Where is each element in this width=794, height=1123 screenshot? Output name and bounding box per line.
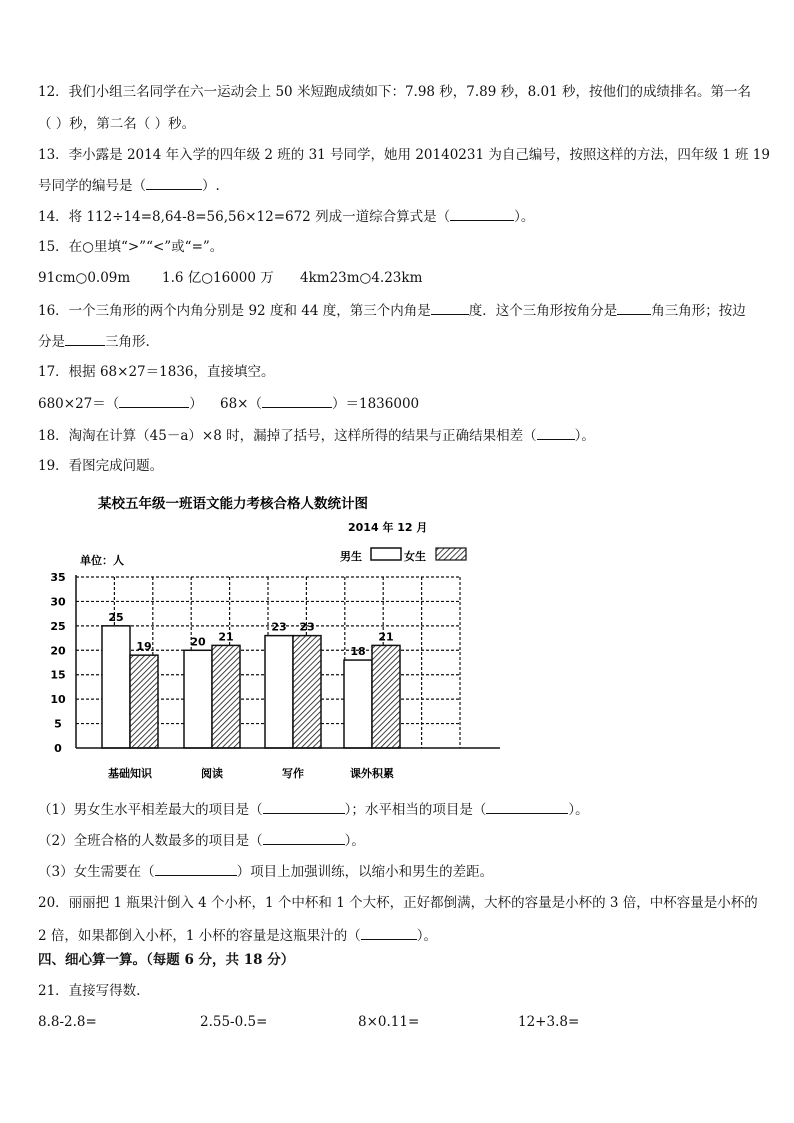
legend-label-boys: 男生	[340, 550, 362, 563]
q19-sub3-text-b: ）项目上加强训练，以缩小和男生的差距。	[236, 864, 494, 880]
q15-item-2: 1.6 亿○16000 万	[162, 270, 274, 286]
chart-subtitle: 2014 年 12 月	[348, 521, 428, 534]
bar-value-label: 21	[378, 630, 394, 644]
q17-blank-2[interactable]	[262, 395, 332, 408]
bar-value-label: 19	[136, 640, 152, 654]
q16-text-b: 度．这个三角形按角分是	[468, 303, 618, 319]
q20-prefix: 2 倍，如果都倒入小杯，1 小杯的容量是这瓶果汁的（	[38, 928, 361, 944]
bar-girls	[212, 645, 240, 748]
bar-girls	[293, 636, 321, 748]
x-tick-label: 写作	[282, 767, 304, 780]
q19-sub3	[38, 863, 760, 880]
q16-text-e: 三角形.	[105, 334, 150, 350]
q16-blank-angle-type[interactable]	[617, 302, 651, 315]
q19-sub1	[38, 801, 760, 818]
q17-item1-suffix: ）	[189, 396, 203, 412]
legend-label-girls: 女生	[404, 550, 426, 563]
q14-suffix: ）。	[514, 209, 535, 225]
q19-sub2-text-a: （2）全班合格的人数最多的项目是（	[38, 833, 263, 849]
q16-line1	[38, 302, 760, 319]
q14-answer-blank[interactable]	[450, 208, 514, 221]
q17-text: 17．根据 68×27＝1836，直接填空。	[38, 364, 275, 380]
q20-answer-blank[interactable]	[361, 927, 417, 940]
q19-sub2-blank[interactable]	[263, 832, 345, 845]
q19-chart	[38, 490, 538, 790]
chart-title: 某校五年级一班语文能力考核合格人数统计图	[98, 496, 368, 512]
q20-line1: 20．丽丽把 1 瓶果汁倒入 4 个小杯，1 个中杯和 1 个大杯，正好都倒满，大杯的容量是小杯的 3 倍，中杯容量是小杯的	[38, 895, 758, 911]
q14-line	[38, 208, 760, 225]
q16-text-c: 角三角形；按边	[651, 303, 746, 319]
q15-text: 15．在○里填“>”“<”或“=”。	[38, 239, 224, 255]
x-tick-label: 阅读	[201, 767, 223, 780]
bar-value-label: 23	[271, 620, 287, 634]
q20-line2	[38, 927, 760, 944]
q19-sub1-text-a: （1）男女生水平相差最大的项目是（	[38, 802, 263, 818]
q13-answer-blank[interactable]	[146, 177, 202, 190]
section4-heading: 四、细心算一算。（每题 6 分，共 18 分）	[38, 952, 295, 968]
y-tick-label: 5	[54, 717, 62, 731]
q20-suffix: ）。	[416, 928, 438, 944]
bar-value-label: 20	[190, 635, 206, 649]
bar-boys	[265, 636, 293, 748]
chart-legend	[340, 548, 466, 563]
q17-item1-prefix: 680×27＝（	[38, 396, 120, 412]
q17-item-1	[38, 395, 203, 412]
q17-blank-1[interactable]	[119, 395, 189, 408]
q21-text: 21．直接写得数.	[38, 983, 141, 999]
bar-boys	[184, 650, 212, 748]
bar-value-label: 21	[218, 630, 234, 644]
bar-boys	[102, 626, 130, 748]
q18-answer-blank[interactable]	[537, 427, 575, 440]
q18-line	[38, 427, 760, 444]
bar-girls	[130, 655, 158, 748]
q19-sub3-blank[interactable]	[155, 863, 237, 876]
q16-text-a: 16．一个三角形的两个内角分别是 92 度和 44 度，第三个内角是	[38, 303, 431, 319]
q13-line1: 13．李小露是 2014 年入学的四年级 2 班的 31 号同学，她用 20140231 为自己编号，按照这样的方法，四年级 1 班 19	[38, 147, 770, 163]
q21-item-3: 8×0.11=	[358, 1014, 420, 1030]
y-tick-label: 30	[50, 595, 66, 609]
y-tick-label: 0	[54, 742, 62, 755]
bar-chart	[38, 490, 538, 790]
q13-line2	[38, 177, 760, 194]
q19-sub1-blank-1[interactable]	[263, 801, 345, 814]
q15-item-1: 91cm○0.09m	[38, 270, 131, 286]
q21-item-1: 8.8-2.8=	[38, 1014, 97, 1030]
q21-item-2: 2.55-0.5=	[200, 1014, 268, 1030]
chart-unit-label: 单位：人	[80, 554, 124, 567]
legend-swatch-boys	[371, 548, 401, 560]
q18-suffix: ）。	[574, 428, 595, 444]
bar-boys	[344, 660, 372, 748]
q15-item-3: 4km23m○4.23km	[300, 270, 423, 286]
bar-girls	[372, 645, 400, 748]
q19-sub3-text-a: （3）女生需要在（	[38, 864, 155, 880]
q16-text-d: 分是	[38, 334, 65, 350]
q12-line2: （ ）秒，第二名（ ）秒。	[38, 116, 196, 132]
y-tick-label: 25	[50, 619, 66, 633]
q17-item-2	[220, 395, 419, 412]
bar-value-label: 18	[350, 645, 366, 659]
q17-item2-prefix: 68×（	[220, 396, 262, 412]
q13-line2-suffix: ）.	[202, 178, 220, 194]
x-tick-label: 基础知识	[108, 767, 152, 780]
q19-sub1-text-b: ）；水平相当的项目是（	[344, 802, 487, 818]
bar-value-label: 23	[299, 620, 315, 634]
q16-blank-angle[interactable]	[431, 302, 469, 315]
q21-item-4: 12+3.8=	[518, 1014, 580, 1030]
q19-sub2-text-b: ）。	[344, 833, 365, 849]
q17-item2-suffix: ）＝1836000	[332, 396, 420, 412]
q16-blank-side-type[interactable]	[65, 333, 105, 346]
q19-sub2	[38, 832, 760, 849]
q19-sub1-blank-2[interactable]	[486, 801, 568, 814]
q12-line1: 12．我们小组三名同学在六一运动会上 50 米短跑成绩如下：7.98 秒，7.89 秒，8.01 秒，按他们的成绩排名。第一名	[38, 84, 751, 100]
x-tick-label: 课外积累	[350, 767, 394, 780]
y-tick-label: 10	[50, 693, 66, 707]
q13-line2-prefix: 号同学的编号是（	[38, 178, 146, 194]
q18-prefix: 18．淘淘在计算（45－a）×8 时，漏掉了括号，这样所得的结果与正确结果相差（	[38, 428, 537, 444]
q19-sub1-text-c: ）。	[568, 802, 589, 818]
legend-swatch-girls	[436, 548, 466, 560]
q19-text: 19．看图完成问题。	[38, 458, 164, 474]
y-tick-label: 15	[50, 668, 66, 682]
bar-value-label: 25	[108, 610, 124, 624]
q14-prefix: 14．将 112÷14=8,64-8=56,56×12=672 列成一道综合算式是（	[38, 209, 451, 225]
q16-line2	[38, 333, 760, 350]
y-tick-label: 20	[50, 644, 66, 658]
y-tick-label: 35	[50, 571, 66, 584]
